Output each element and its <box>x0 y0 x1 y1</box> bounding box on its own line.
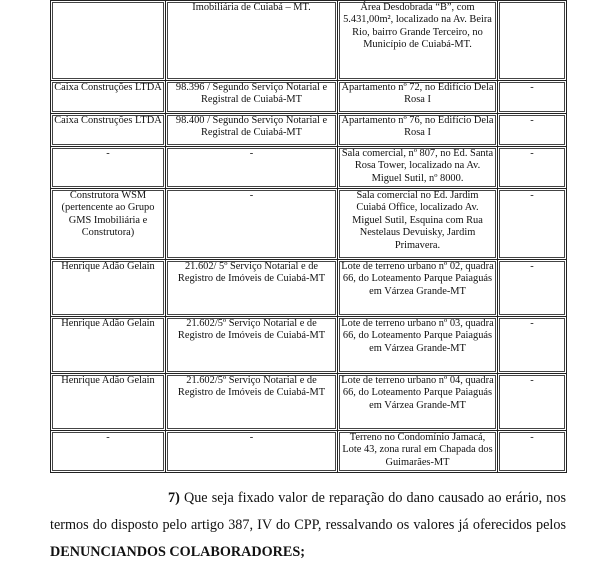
body-paragraph <box>50 485 566 566</box>
registry-cell: - <box>166 431 338 473</box>
extra-cell: - <box>498 374 567 431</box>
table-row <box>51 147 567 189</box>
property-cell: Lote de terreno urbano nº 03, quadra 66, do Loteamento Parque Paiaguás em Várzea Grande-MT <box>338 317 498 374</box>
owner-cell: Henrique Adão Gelain <box>51 374 166 431</box>
registry-cell: - <box>166 189 338 260</box>
table-row <box>51 81 567 114</box>
owner-cell: - <box>51 431 166 473</box>
extra-cell: - <box>498 317 567 374</box>
owner-cell: Construtora WSM (pertencente ao Grupo GMS Imobiliária e Construtora) <box>51 189 166 260</box>
table-row <box>51 1 567 81</box>
registry-cell: 21.602/5º Serviço Notarial e de Registro de Imóveis de Cuiabá-MT <box>166 374 338 431</box>
paragraph-emphasis: DENUNCIANDOS COLABORADORES; <box>50 544 306 560</box>
extra-cell: - <box>498 189 567 260</box>
property-cell: Lote de terreno urbano nº 02, quadra 66, do Loteamento Parque Paiaguás em Várzea Grande-MT <box>338 260 498 317</box>
registry-cell: 98.396 / Segundo Serviço Notarial e Registral de Cuiabá-MT <box>166 81 338 114</box>
registry-cell: 98.400 / Segundo Serviço Notarial e Registral de Cuiabá-MT <box>166 114 338 147</box>
table-row <box>51 260 567 317</box>
property-cell: Sala comercial no Ed. Jardim Cuiabá Office, localizado Av. Miguel Sutil, Esquina com Rua Nestelaus Devuisky, Jardim Primavera. <box>338 189 498 260</box>
owner-cell: Henrique Adão Gelain <box>51 260 166 317</box>
registry-cell: - <box>166 147 338 189</box>
registry-cell: 21.602/ 5º Serviço Notarial e de Registro de Imóveis de Cuiabá-MT <box>166 260 338 317</box>
property-cell: Apartamento nº 72, no Edifício Dela Rosa I <box>338 81 498 114</box>
registry-cell: 21.602/5º Serviço Notarial e de Registro de Imóveis de Cuiabá-MT <box>166 317 338 374</box>
property-cell: Lote de terreno urbano nº 04, quadra 66, do Loteamento Parque Paiaguás em Várzea Grande-MT <box>338 374 498 431</box>
property-cell: Apartamento nº 76, no Edifício Dela Rosa I <box>338 114 498 147</box>
owner-cell: Henrique Adão Gelain <box>51 317 166 374</box>
extra-cell: - <box>498 114 567 147</box>
property-cell: Sala comercial, nº 807, no Ed. Santa Rosa Tower, localizado na Av. Miguel Sutil, nº 8000. <box>338 147 498 189</box>
table-row <box>51 114 567 147</box>
owner-cell: Caixa Construções LTDA <box>51 114 166 147</box>
property-table <box>50 0 567 473</box>
owner-cell: - <box>51 147 166 189</box>
owner-cell: Caixa Construções LTDA <box>51 81 166 114</box>
extra-cell: - <box>498 147 567 189</box>
extra-cell: - <box>498 81 567 114</box>
owner-cell <box>51 1 166 81</box>
extra-cell <box>498 1 567 81</box>
table-row <box>51 374 567 431</box>
extra-cell: - <box>498 260 567 317</box>
registry-cell: Imobiliária de Cuiabá – MT. <box>166 1 338 81</box>
property-cell: Terreno no Condomínio Jamacá, Lote 43, zona rural em Chapada dos Guimarães-MT <box>338 431 498 473</box>
paragraph-number: 7) <box>168 490 180 506</box>
paragraph-text: Que seja fixado valor de reparação do dano causado ao erário, nos termos do disposto pelo artigo 387, IV do CPP, ressalvando os valores já oferecidos pelos <box>50 490 566 533</box>
table-row <box>51 317 567 374</box>
property-cell: Área Desdobrada “B”, com 5.431,00m², localizado na Av. Beira Rio, bairro Grande Terceiro, no Município de Cuiabá-MT. <box>338 1 498 81</box>
table-row <box>51 431 567 473</box>
extra-cell: - <box>498 431 567 473</box>
table-row <box>51 189 567 260</box>
